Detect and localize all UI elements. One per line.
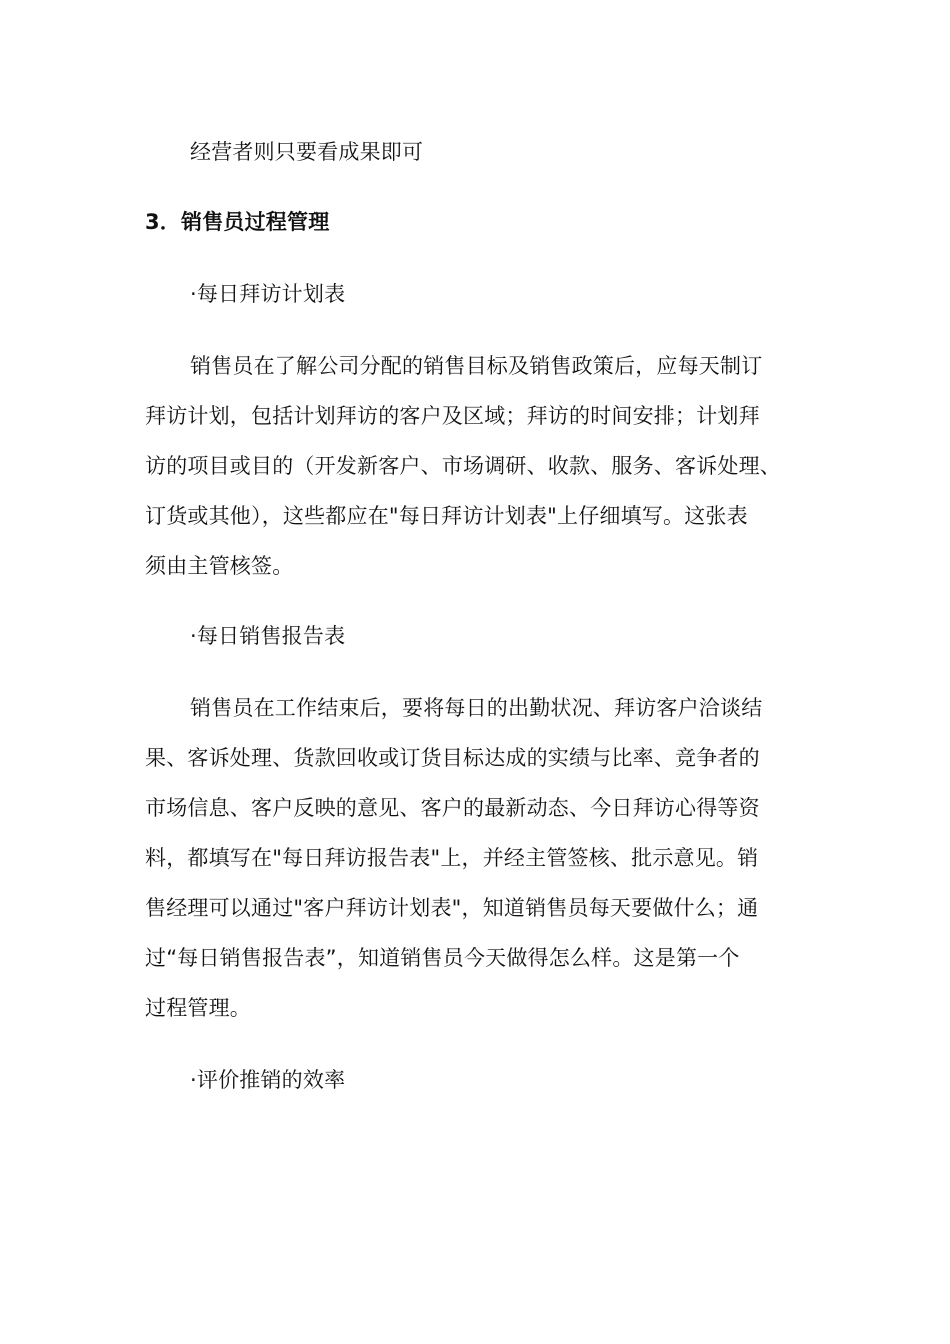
paragraph-text: 过“每日销售报告表”，知道销售员今天做得怎么样。这是第一个 xyxy=(145,946,740,970)
paragraph-text: 订货或其他），这些都应在"每日拜访计划表"上仔细填写。这张表 xyxy=(145,504,748,528)
paragraph-text: 经营者则只要看成果即可 xyxy=(190,140,424,164)
paragraph-text: 销售员在工作结束后，要将每日的出勤状况、拜访客户洽谈结 xyxy=(190,696,763,720)
paragraph-text: 销售员在了解公司分配的销售目标及销售政策后，应每天制订 xyxy=(190,354,763,378)
paragraph-text: 果、客诉处理、货款回收或订货目标达成的实绩与比率、竞争者的 xyxy=(145,746,760,770)
paragraph-text: 拜访计划，包括计划拜访的客户及区域；拜访的时间安排；计划拜 xyxy=(145,404,760,428)
section-heading: 3．销售员过程管理 xyxy=(145,210,330,234)
paragraph-text: 访的项目或目的（开发新客户、市场调研、收款、服务、客诉处理、 xyxy=(145,454,781,478)
bullet-heading: ·每日拜访计划表 xyxy=(190,282,346,306)
paragraph-text: 市场信息、客户反映的意见、客户的最新动态、今日拜访心得等资 xyxy=(145,796,760,820)
paragraph-text: 料，都填写在"每日拜访报告表"上，并经主管签核、批示意见。销 xyxy=(145,846,759,870)
bullet-heading: ·每日销售报告表 xyxy=(190,624,346,648)
paragraph-text: 须由主管核签。 xyxy=(145,554,294,578)
paragraph-text: 过程管理。 xyxy=(145,996,251,1020)
paragraph-text: 售经理可以通过"客户拜访计划表"，知道销售员每天要做什么；通 xyxy=(145,896,759,920)
bullet-heading: ·评价推销的效率 xyxy=(190,1068,346,1092)
